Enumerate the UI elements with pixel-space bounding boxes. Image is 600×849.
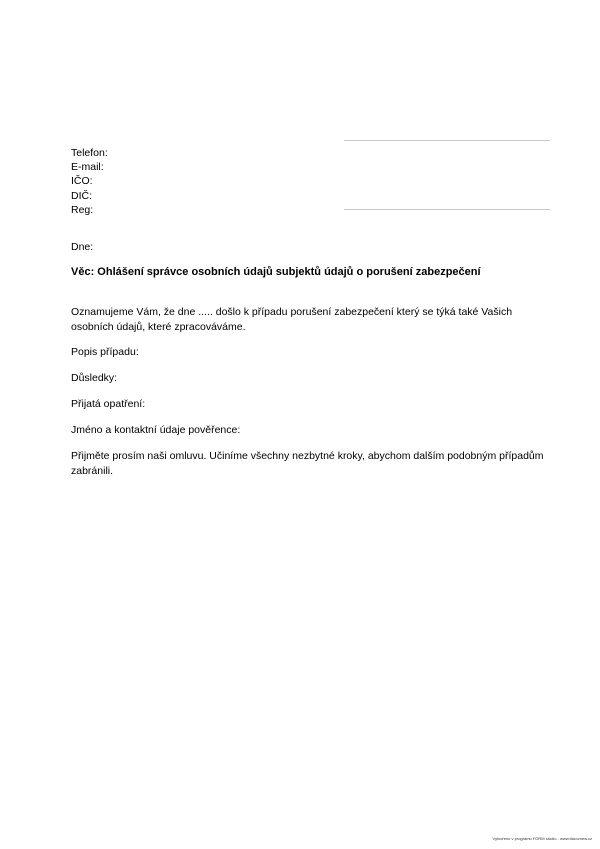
apology-paragraph: Přijměte prosím naši omluvu. Učiníme všechny nezbytné kroky, abychom dalším podobným případům zabránili. bbox=[71, 450, 544, 477]
popis-label: Popis případu: bbox=[71, 346, 139, 358]
dusledky-label: Důsledky: bbox=[71, 372, 118, 384]
ico-label: IČO: bbox=[71, 175, 93, 188]
contact-block bbox=[71, 146, 108, 217]
subject-heading: Věc: Ohlášení správce osobních údajů subjektů údajů o porušení zabezpečení bbox=[71, 266, 481, 278]
reg-label: Reg: bbox=[71, 203, 94, 216]
date-label: Dne: bbox=[71, 241, 94, 253]
address-line-bottom bbox=[344, 209, 550, 210]
opatreni-label: Přijatá opatření: bbox=[71, 398, 146, 410]
dic-label: DIČ: bbox=[71, 189, 92, 202]
footer-credit: Vytvořeno v programu FORM studio - www.tiskovnew.cz bbox=[492, 836, 592, 841]
email-label: E-mail: bbox=[71, 161, 104, 174]
telefon-label: Telefon: bbox=[71, 147, 108, 159]
intro-paragraph: Oznamujeme Vám, že dne ..... došlo k případu porušení zabezpečení který se týká také Vašich osobních údajů, které zpracováváme. bbox=[71, 306, 513, 333]
poverenec-label: Jméno a kontaktní údaje pověřence: bbox=[71, 424, 241, 436]
address-line-top bbox=[344, 140, 550, 141]
